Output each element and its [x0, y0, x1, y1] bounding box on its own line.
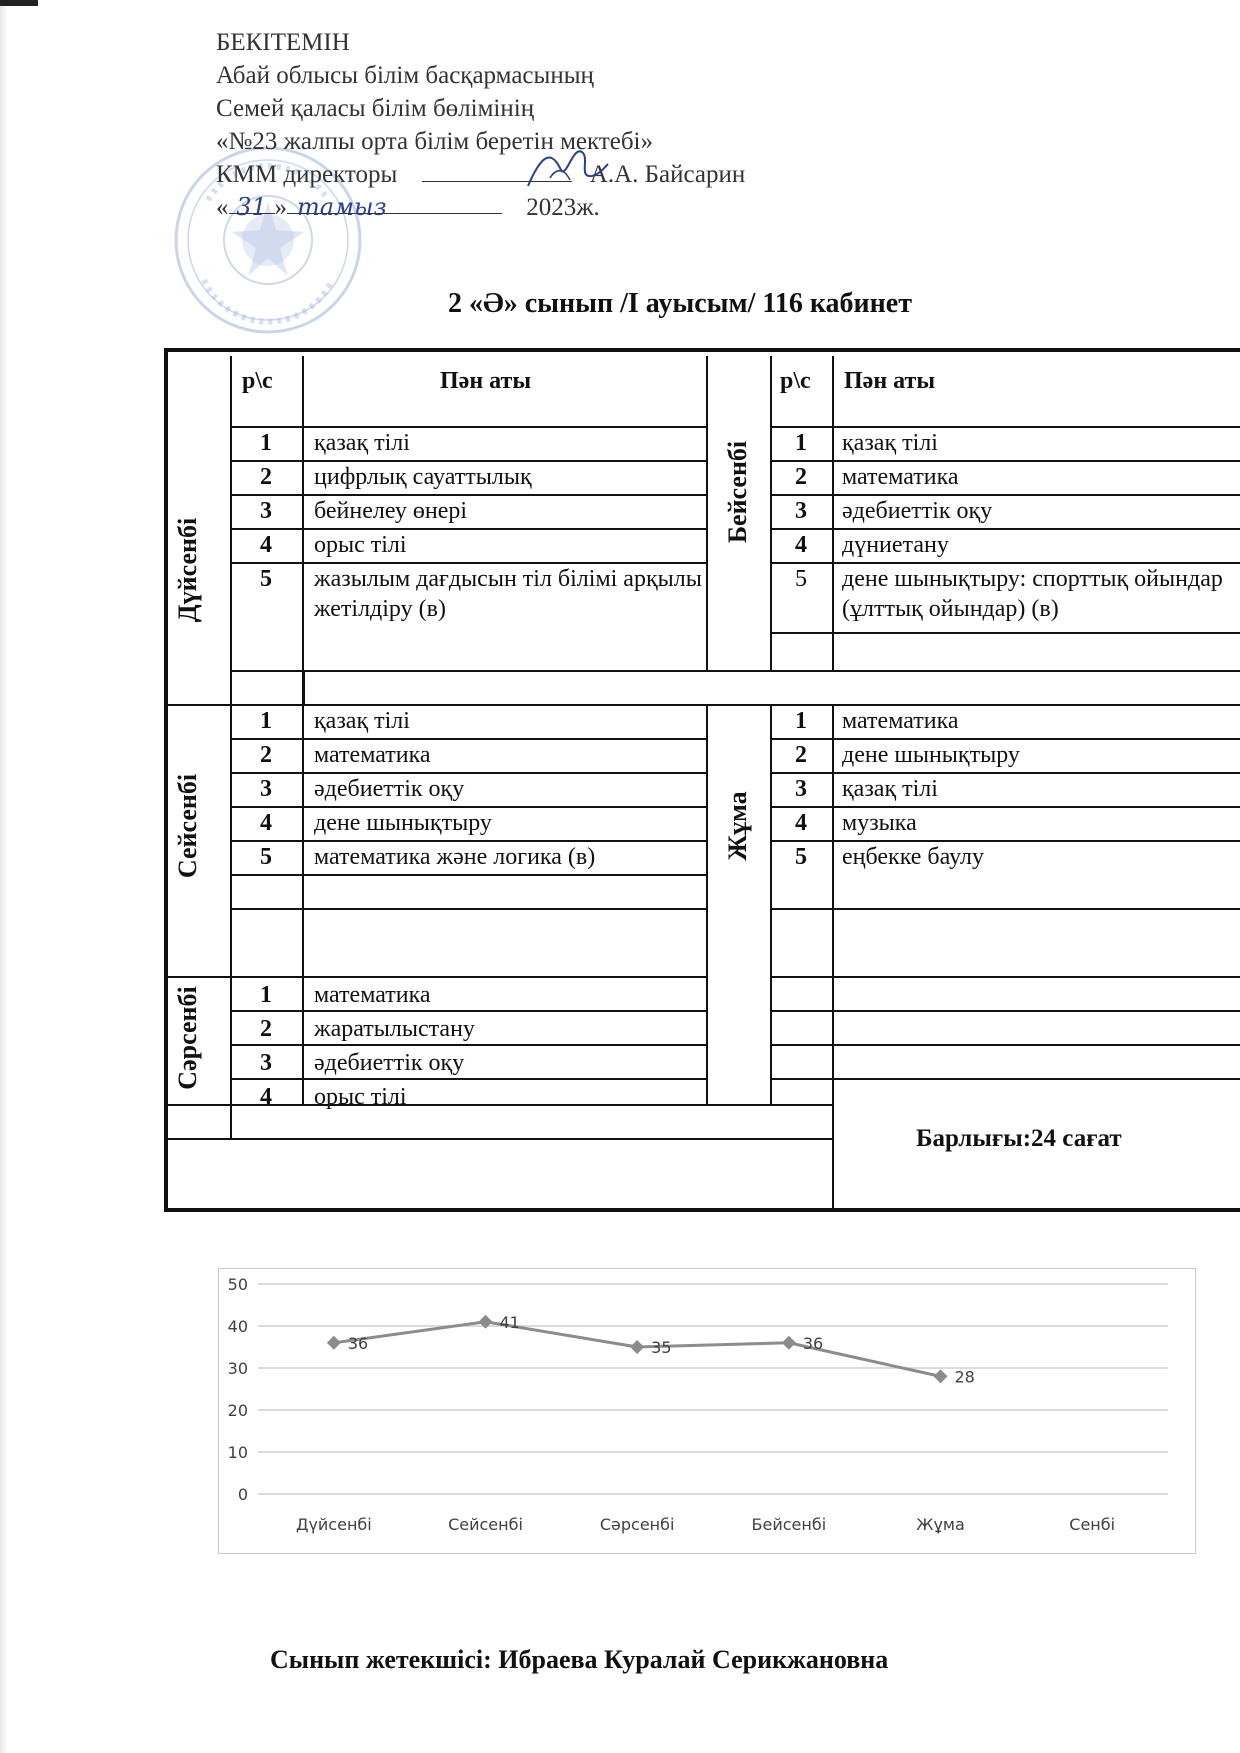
lesson-num: 4 [795, 532, 807, 558]
director-name: А.А. Байсарин [589, 161, 746, 188]
x-tick-label: Сәрсенбі [599, 1515, 675, 1534]
lesson-subject: еңбекке баулу [842, 844, 984, 870]
lesson-num: 1 [260, 430, 272, 456]
x-tick-label: Жұма [916, 1515, 965, 1534]
data-label: 35 [651, 1338, 672, 1357]
lesson-num: 3 [795, 498, 807, 524]
lesson-subject: орыс тілі [314, 1084, 407, 1110]
header-num-left: р\с [242, 368, 273, 394]
lesson-num: 5 [260, 844, 272, 870]
approval-region: Абай облысы білім басқармасының [216, 62, 594, 89]
header-subject-right: Пән аты [844, 368, 936, 394]
data-label: 41 [499, 1312, 520, 1332]
x-tick-label: Дүйсенбі [295, 1515, 372, 1534]
lesson-num: 2 [795, 742, 807, 768]
lesson-subject: әдебиеттік оқу [314, 1050, 465, 1076]
lesson-num: 5 [795, 844, 807, 870]
lesson-subject: орыс тілі [314, 532, 407, 558]
lesson-num: 5 [260, 566, 272, 592]
lesson-num: 4 [260, 810, 272, 836]
approval-director-line [216, 158, 745, 191]
lesson-num: 4 [260, 532, 272, 558]
x-tick-label: Сенбі [1069, 1515, 1116, 1534]
lesson-subject: дене шынықтыру [842, 742, 1020, 768]
day-label-thursday: Бейсенбі [723, 440, 752, 544]
lesson-subject: қазақ тілі [314, 430, 410, 456]
lesson-subject: жазылым дағдысын тіл білімі арқылы жетілдіру (в) [314, 566, 702, 622]
approval-department: Семей қаласы білім бөлімінің [216, 95, 535, 122]
lesson-subject: математика [842, 708, 959, 734]
data-label: 36 [802, 1333, 824, 1353]
lesson-num: 3 [260, 498, 272, 524]
date-month: тамыз [287, 191, 502, 214]
lesson-subject: математика және логика (в) [314, 844, 596, 870]
lesson-subject: жаратылыстану [314, 1016, 475, 1042]
lesson-num: 1 [260, 982, 272, 1008]
day-label-tuesday: Сейсенбі [173, 773, 202, 879]
x-tick-label: Бейсенбі [751, 1515, 827, 1534]
lesson-subject: қазақ тілі [842, 776, 938, 802]
lesson-num: 1 [795, 430, 807, 456]
chart-frame [219, 1269, 1196, 1554]
data-label: 28 [954, 1367, 975, 1387]
timetable [168, 356, 1240, 1208]
data-label: 36 [347, 1333, 369, 1353]
total-hours: Барлығы:24 сағат [916, 1125, 1122, 1152]
header-num-right: р\с [780, 368, 811, 394]
lesson-num: 2 [260, 464, 272, 490]
lesson-subject: дене шынықтыру [314, 810, 492, 836]
lesson-subject: дене шынықтыру: спорттық ойындар (ұлттық ойындар) (в) [842, 566, 1223, 622]
approval-director-title: КММ директоры [216, 161, 398, 188]
lesson-subject: қазақ тілі [842, 430, 938, 456]
lesson-num: 1 [795, 708, 807, 734]
lesson-subject: музыка [842, 810, 917, 836]
lesson-subject: математика [314, 982, 431, 1008]
lesson-num: 5 [795, 566, 807, 592]
lesson-num: 2 [260, 1016, 272, 1042]
lesson-num: 2 [260, 742, 272, 768]
y-tick-label: 20 [227, 1401, 248, 1420]
lesson-num: 4 [260, 1084, 272, 1110]
x-tick-label: Сейсенбі [448, 1515, 523, 1534]
lesson-num: 3 [260, 1050, 272, 1076]
date-day: 31 [229, 191, 275, 214]
schedule-title: 2 «Ә» сынып /І ауысым/ 116 кабинет [448, 288, 912, 319]
lesson-subject: математика [314, 742, 431, 768]
y-tick-label: 10 [227, 1443, 248, 1462]
lesson-subject: қазақ тілі [314, 708, 410, 734]
lesson-subject: әдебиеттік оқу [842, 498, 993, 524]
corner-mark [0, 0, 38, 6]
director-signature [520, 138, 610, 198]
class-teacher: Сынып жетекшісі: Ибраева Куралай Серикжановна [270, 1645, 889, 1674]
approval-date-line [216, 191, 745, 224]
y-tick-label: 30 [227, 1359, 248, 1378]
y-tick-label: 50 [227, 1275, 248, 1294]
lesson-subject: бейнелеу өнері [314, 498, 468, 524]
date-year: 2023ж. [526, 194, 600, 221]
lesson-subject: цифрлық сауаттылық [314, 464, 532, 490]
scan-edge [0, 0, 8, 1753]
lesson-num: 2 [795, 464, 807, 490]
lesson-subject: математика [842, 464, 959, 490]
lesson-num: 3 [795, 776, 807, 802]
day-label-monday: Дүйсенбі [173, 517, 202, 623]
date-close-quote: » [274, 194, 287, 221]
weekly-load-line-chart [218, 1268, 1196, 1554]
lesson-num: 4 [795, 810, 807, 836]
day-label-wednesday: Сәрсенбі [173, 986, 202, 1090]
lesson-num: 3 [260, 776, 272, 802]
date-open-quote: « [216, 194, 229, 221]
y-tick-label: 40 [227, 1317, 248, 1336]
lesson-num: 1 [260, 708, 272, 734]
approval-school: «№23 жалпы орта білім беретін мектебі» [216, 128, 653, 155]
approval-heading: БЕКІТЕМІН [216, 29, 350, 56]
approval-block [216, 26, 745, 224]
lesson-subject: әдебиеттік оқу [314, 776, 465, 802]
lesson-subject: дүниетану [842, 532, 949, 558]
y-tick-label: 0 [237, 1485, 248, 1504]
header-subject-left: Пән аты [440, 368, 532, 394]
day-label-friday: Жұма [723, 791, 752, 861]
